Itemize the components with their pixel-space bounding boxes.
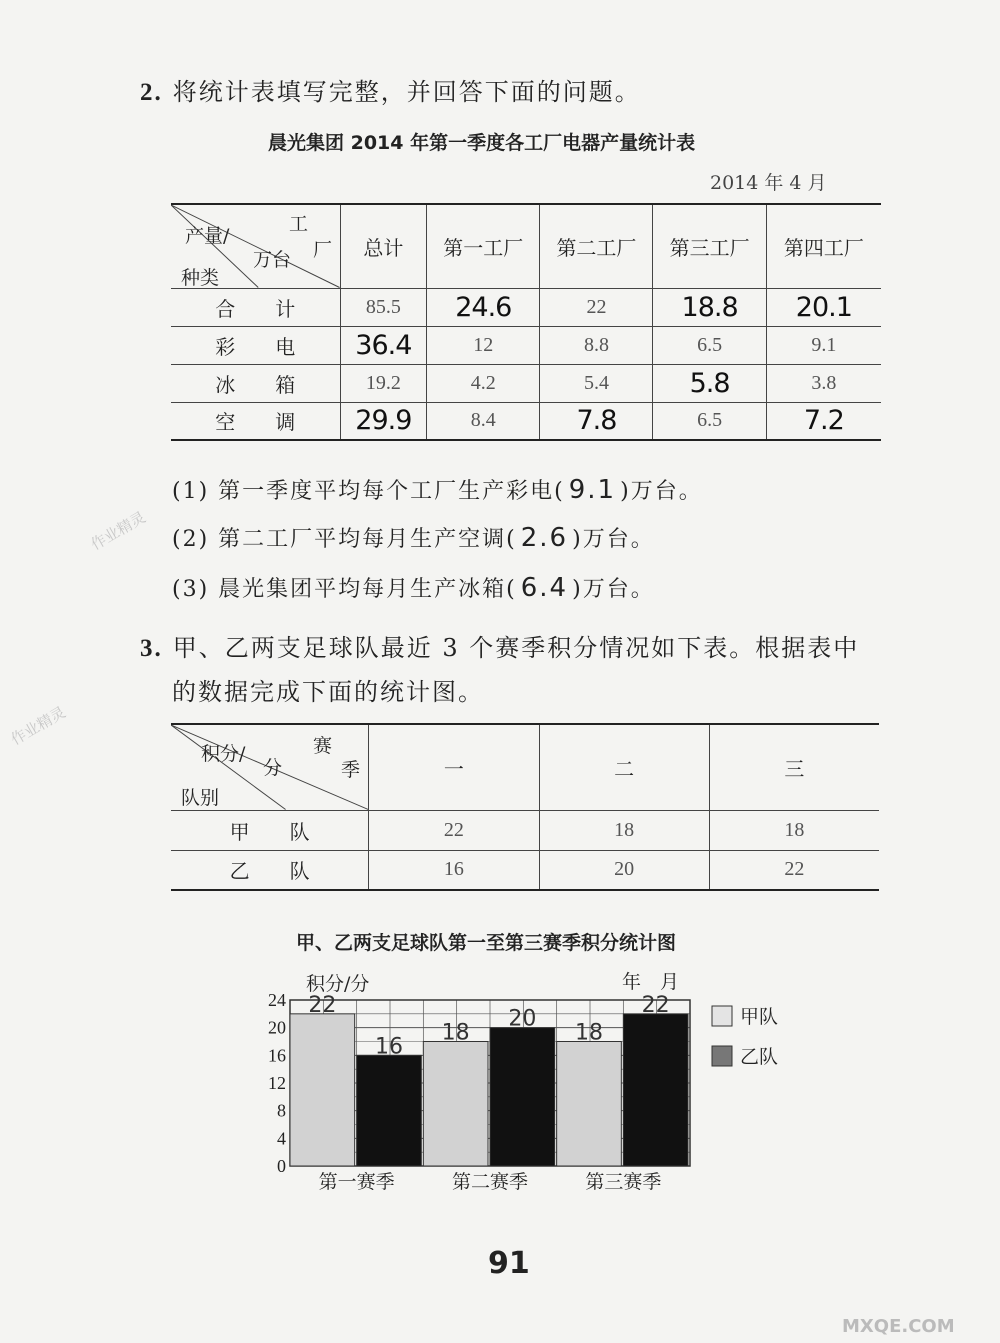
handwritten-cell: 24.6 bbox=[427, 288, 540, 326]
bar-team-b bbox=[490, 1028, 555, 1166]
q3-header-mid-label2: 分 bbox=[263, 757, 283, 779]
handwritten-answer: 6.4 bbox=[520, 573, 569, 603]
cell: 6.5 bbox=[653, 402, 766, 440]
q2-table-title: 晨光集团 2014 年第一季度各工厂电器产量统计表 bbox=[268, 132, 696, 154]
watermark: 作业精灵 bbox=[7, 703, 69, 749]
q2-row-tv bbox=[171, 326, 881, 364]
q2-col-header: 第二工厂 bbox=[540, 204, 653, 288]
q3-prompt-line2: 的数据完成下面的统计图。 bbox=[172, 678, 484, 706]
handwritten-data-label: 18 bbox=[441, 1020, 470, 1046]
chart-title: 甲、乙两支足球队第一至第三赛季积分统计图 bbox=[296, 932, 677, 954]
bar-team-b bbox=[357, 1055, 422, 1166]
q3-header-mid-label: 积分/ bbox=[201, 743, 246, 765]
cell: 4.2 bbox=[427, 364, 540, 402]
row-label: 甲 队 bbox=[171, 810, 369, 850]
handwritten-cell: 7.2 bbox=[766, 402, 881, 440]
cell: 22 bbox=[709, 850, 879, 890]
legend-label: 甲队 bbox=[740, 1006, 779, 1028]
y-tick-label: 0 bbox=[277, 1156, 286, 1176]
q2-header-bottom-label: 种类 bbox=[181, 267, 220, 289]
q3-header-bottom-label: 队别 bbox=[181, 787, 220, 809]
q3-row-team-b bbox=[171, 850, 879, 890]
x-tick-label: 第二赛季 bbox=[451, 1171, 529, 1193]
q3-text: 甲、乙两支足球队最近 3 个赛季积分情况如下表。根据表中 bbox=[172, 634, 860, 662]
cell: 22 bbox=[369, 810, 539, 850]
q2-header-top-label2: 厂 bbox=[313, 239, 333, 261]
bar-team-a bbox=[290, 1014, 355, 1166]
sub-question-text: (3) 晨光集团平均每月生产冰箱( bbox=[172, 577, 517, 602]
chart-x-ticks bbox=[319, 1171, 662, 1193]
legend-swatch bbox=[712, 1046, 732, 1066]
q2-stats-table bbox=[171, 203, 881, 441]
cell: 19.2 bbox=[340, 364, 427, 402]
q2-row-total bbox=[171, 288, 881, 326]
x-tick-label: 第一赛季 bbox=[318, 1171, 395, 1193]
sub-question-text: (2) 第二工厂平均每月生产空调( bbox=[172, 527, 517, 552]
handwritten-data-label: 16 bbox=[375, 1034, 403, 1060]
handwritten-cell: 36.4 bbox=[340, 326, 427, 364]
q2-header-diagonal-cell bbox=[171, 204, 340, 288]
q3-header-diagonal-cell bbox=[171, 724, 369, 810]
cell: 16 bbox=[369, 850, 539, 890]
cell: 9.1 bbox=[766, 326, 881, 364]
handwritten-cell: 7.8 bbox=[540, 402, 653, 440]
handwritten-data-label: 22 bbox=[641, 992, 670, 1018]
handwritten-data-label: 18 bbox=[575, 1020, 603, 1046]
chart-y-axis-label: 积分/分 bbox=[306, 973, 370, 995]
q3-col-header: 一 bbox=[369, 724, 539, 810]
q3-number: 3. bbox=[140, 635, 163, 662]
cell: 5.4 bbox=[540, 364, 653, 402]
q2-col-header: 第三工厂 bbox=[653, 204, 766, 288]
sub-question-unit: )万台。 bbox=[620, 479, 703, 504]
q2-sub-question-1 bbox=[172, 474, 703, 505]
q2-number: 2. bbox=[140, 79, 163, 106]
q3-row-team-a bbox=[171, 810, 879, 850]
sub-question-unit: )万台。 bbox=[572, 577, 655, 602]
watermark: 作业精灵 bbox=[87, 508, 149, 554]
q3-prompt-line1 bbox=[140, 628, 859, 663]
cell: 18 bbox=[539, 810, 709, 850]
bar-team-a bbox=[557, 1042, 622, 1167]
q2-col-header: 第四工厂 bbox=[766, 204, 881, 288]
q3-header-top-label: 赛 bbox=[313, 735, 333, 757]
q2-header-mid-label: 产量/ bbox=[185, 225, 230, 247]
y-tick-label: 12 bbox=[268, 1073, 286, 1093]
cell: 6.5 bbox=[653, 326, 766, 364]
page-number: 91 bbox=[488, 1246, 530, 1281]
chart-legend bbox=[712, 1006, 778, 1068]
x-tick-label: 第三赛季 bbox=[585, 1171, 662, 1193]
q2-text: 将统计表填写完整，并回答下面的问题。 bbox=[172, 78, 641, 106]
handwritten-cell: 5.8 bbox=[653, 364, 766, 402]
q2-prompt bbox=[140, 72, 641, 107]
cell: 8.4 bbox=[427, 402, 540, 440]
row-label: 彩 电 bbox=[171, 326, 340, 364]
q2-col-header: 总计 bbox=[340, 204, 427, 288]
cell: 12 bbox=[427, 326, 540, 364]
handwritten-cell: 18.8 bbox=[653, 288, 766, 326]
bar-chart bbox=[250, 966, 810, 1202]
y-tick-label: 20 bbox=[268, 1017, 286, 1038]
cell: 22 bbox=[540, 288, 653, 326]
q2-header-top-label: 工 bbox=[289, 213, 309, 235]
cell: 8.8 bbox=[540, 326, 653, 364]
handwritten-cell: 29.9 bbox=[340, 402, 427, 440]
y-tick-label: 24 bbox=[268, 990, 286, 1010]
row-label: 空 调 bbox=[171, 402, 340, 440]
cell: 85.5 bbox=[340, 288, 427, 326]
cell: 3.8 bbox=[766, 364, 881, 402]
q2-col-header: 第一工厂 bbox=[427, 204, 540, 288]
q2-sub-question-3 bbox=[172, 572, 655, 603]
bar-team-b bbox=[623, 1014, 688, 1166]
q2-header-mid-label2: 万台 bbox=[253, 249, 292, 271]
q2-table-date: 2014 年 4 月 bbox=[710, 172, 827, 194]
row-label: 乙 队 bbox=[171, 850, 369, 890]
legend-label: 乙队 bbox=[740, 1046, 779, 1068]
handwritten-answer: 9.1 bbox=[568, 475, 617, 505]
q2-row-fridge bbox=[171, 364, 881, 402]
bar-team-a bbox=[423, 1042, 488, 1167]
q3-col-header: 二 bbox=[539, 724, 709, 810]
handwritten-data-label: 22 bbox=[308, 992, 337, 1018]
cell: 20 bbox=[539, 850, 709, 890]
y-tick-label: 8 bbox=[277, 1100, 286, 1121]
handwritten-data-label: 20 bbox=[508, 1006, 537, 1032]
legend-swatch bbox=[712, 1006, 732, 1026]
site-logo: MXQE.COM bbox=[842, 1316, 955, 1337]
q2-row-ac bbox=[171, 402, 881, 440]
chart-date-label: 年 月 bbox=[622, 971, 680, 993]
q3-col-header: 三 bbox=[709, 724, 879, 810]
y-tick-label: 4 bbox=[277, 1128, 286, 1149]
chart-bars bbox=[290, 1014, 688, 1166]
row-label: 冰 箱 bbox=[171, 364, 340, 402]
q3-score-table bbox=[171, 723, 879, 891]
handwritten-answer: 2.6 bbox=[520, 523, 569, 553]
q2-sub-question-2 bbox=[172, 522, 655, 553]
y-tick-label: 16 bbox=[268, 1045, 286, 1066]
handwritten-cell: 20.1 bbox=[766, 288, 881, 326]
sub-question-unit: )万台。 bbox=[572, 527, 655, 552]
cell: 18 bbox=[709, 810, 879, 850]
q3-header-top-label2: 季 bbox=[341, 759, 361, 781]
chart-y-ticks bbox=[268, 990, 286, 1176]
row-label: 合 计 bbox=[171, 288, 340, 326]
sub-question-text: (1) 第一季度平均每个工厂生产彩电( bbox=[172, 479, 565, 504]
